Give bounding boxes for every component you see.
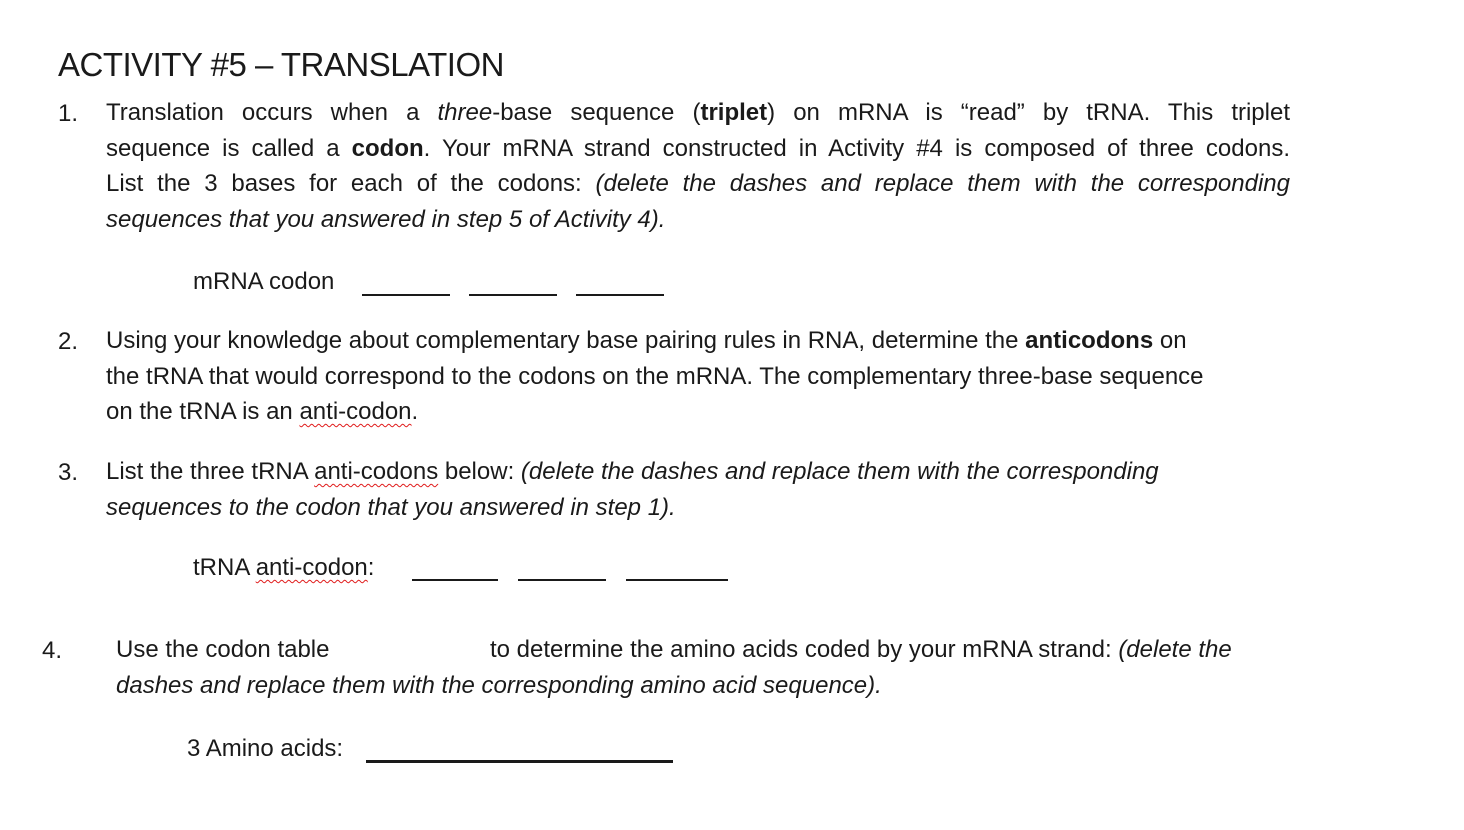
question-4-number: 4. [42, 637, 63, 664]
trna-anticodon-blank-1[interactable] [412, 579, 498, 581]
question-1-text [106, 95, 1290, 237]
question-4-line-2: dashes and replace them with the corresponding amino acid sequence). [116, 671, 882, 699]
question-1-line-1: Translation occurs when a three-base sequence (triplet) on mRNA is “read” by tRNA. This triplet [106, 99, 1290, 126]
page-title: ACTIVITY #5 – TRANSLATION [58, 46, 504, 83]
question-4-text [116, 632, 1286, 703]
question-2-line-1: Using your knowledge about complementary base pairing rules in RNA, determine the anticodons on [106, 327, 1187, 354]
question-3-line-2: sequences to the codon that you answered in step 1). [106, 493, 676, 521]
question-4-line-1: Use the codon table to determine the amino acids coded by your mRNA strand: (delete the [116, 636, 1232, 663]
question-2-line-3: on the tRNA is an anti-codon. [106, 398, 419, 425]
trna-anticodon-blank-3[interactable] [626, 579, 728, 581]
question-1-number: 1. [58, 100, 79, 127]
question-1-line-2: sequence is called a codon. Your mRNA strand constructed in Activity #4 is composed of three codons. [106, 134, 1290, 162]
question-2-number: 2. [58, 328, 79, 355]
question-3-number: 3. [58, 459, 79, 486]
amino-acids-label: 3 Amino acids: [187, 735, 344, 762]
amino-acids-blank[interactable] [366, 760, 673, 763]
question-1-line-4: sequences that you answered in step 5 of Activity 4). [106, 205, 666, 233]
question-2-line-2: the tRNA that would correspond to the codons on the mRNA. The complementary three-base sequence [106, 362, 1204, 390]
question-1-line-3: List the 3 bases for each of the codons: (delete the dashes and replace them with the corresponding [106, 170, 1290, 197]
mrna-codon-blank-1[interactable] [362, 294, 450, 296]
mrna-codon-blank-2[interactable] [469, 294, 557, 296]
question-3-text [106, 454, 1159, 525]
mrna-codon-label: mRNA codon [193, 268, 335, 295]
mrna-codon-blank-3[interactable] [576, 294, 664, 296]
trna-anticodon-blank-2[interactable] [518, 579, 606, 581]
trna-anticodon-label: tRNA anti-codon: [193, 554, 375, 581]
question-2-text [106, 323, 1204, 430]
question-3-line-1: List the three tRNA anti-codons below: (delete the dashes and replace them with the corresponding [106, 458, 1159, 485]
